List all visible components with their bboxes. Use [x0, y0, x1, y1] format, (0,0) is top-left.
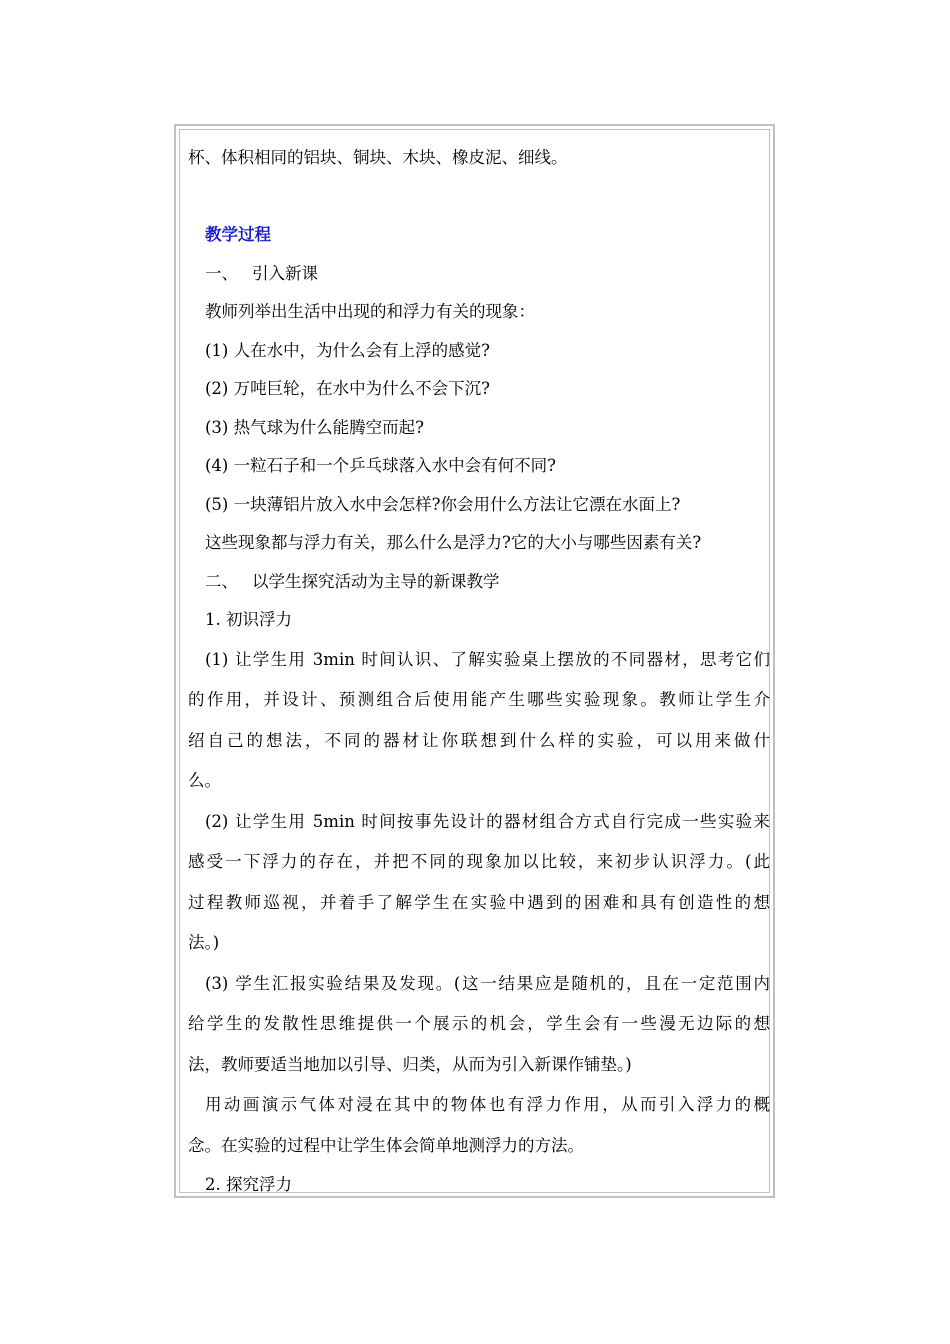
paragraph-line: 的作用，并设计、预测组合后使用能产生哪些实验现象。教师让学生介 [188, 690, 770, 709]
subsection-2-title: 2. 探究浮力 [205, 1175, 292, 1194]
section-heading: 教学过程 [205, 225, 271, 244]
blank-line [188, 178, 770, 217]
paragraph-line: 给学生的发散性思维提供一个展示的机会，学生会有一些漫无边际的想 [188, 1014, 770, 1033]
paragraph-line: (2) 让学生用 5min 时间按事先设计的器材组合方式自行完成一些实验来 [205, 811, 770, 831]
paragraph-3 [188, 964, 770, 1086]
subsection-1-title: 1. 初识浮力 [205, 610, 292, 629]
paragraph-4 [188, 1085, 770, 1166]
section-2-title [188, 563, 770, 602]
paragraph-line: 过程教师巡视，并着手了解学生在实验中遇到的困难和具有创造性的想 [188, 892, 770, 912]
paragraph-1 [188, 640, 770, 802]
materials-line: 杯、体积相同的铝块、铜块、木块、橡皮泥、细线。 [188, 148, 568, 167]
content-table-frame [174, 124, 775, 1198]
question-item: (4) 一粒石子和一个乒乓球落入水中会有何不同? [205, 456, 556, 475]
section-1-title [188, 255, 770, 294]
section-1-number: 一、 [205, 263, 238, 283]
paragraph-line: 法，教师要适当地加以引导、归类，从而为引入新课作铺垫。) [188, 1054, 632, 1074]
paragraph-line: 么。 [188, 771, 221, 790]
section-1-intro: 教师列举出生活中出现的和浮力有关的现象： [205, 302, 535, 321]
paragraph-line: 感受一下浮力的存在，并把不同的现象加以比较，来初步认识浮力。(此 [188, 852, 770, 871]
question-item: (3) 热气球为什么能腾空而起? [205, 417, 424, 437]
section-1-conclusion: 这些现象都与浮力有关，那么什么是浮力?它的大小与哪些因素有关? [205, 533, 702, 552]
paragraph-2 [188, 802, 770, 964]
section-1-text: 引入新课 [252, 263, 318, 283]
paragraph-line: (1) 让学生用 3min 时间认识、了解实验桌上摆放的不同器材，思考它们 [205, 649, 770, 669]
question-item: (5) 一块薄铝片放入水中会怎样?你会用什么方法让它漂在水面上? [205, 494, 681, 514]
question-item: (1) 人在水中，为什么会有上浮的感觉? [205, 340, 490, 360]
section-2-number: 二、 [205, 571, 238, 591]
paragraph-line: 念。在实验的过程中让学生体会简单地测浮力的方法。 [188, 1135, 584, 1155]
section-2-text: 以学生探究活动为主导的新课教学 [252, 571, 500, 591]
paragraph-line: 法。) [188, 933, 220, 952]
paragraph-line: 绍自己的想法，不同的器材让你联想到什么样的实验，可以用来做什 [188, 730, 770, 750]
lesson-content [188, 139, 770, 1205]
paragraph-line: (3) 学生汇报实验结果及发现。(这一结果应是随机的，且在一定范围内 [205, 973, 770, 993]
content-table-cell [179, 129, 770, 1193]
paragraph-line: 用动画演示气体对浸在其中的物体也有浮力作用，从而引入浮力的概 [205, 1095, 770, 1114]
question-item: (2) 万吨巨轮，在水中为什么不会下沉? [205, 379, 490, 398]
